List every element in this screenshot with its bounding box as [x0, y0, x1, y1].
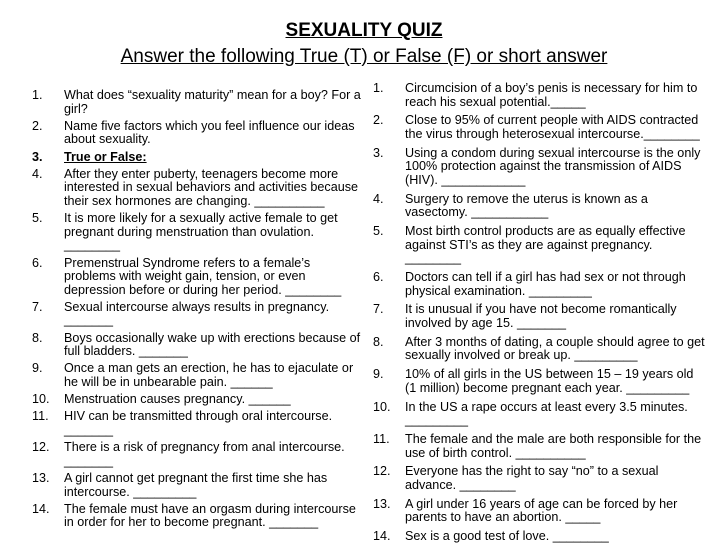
question-number: 5. [373, 224, 384, 239]
question-number: 9. [32, 361, 43, 376]
question-number: 3. [32, 149, 43, 164]
question-number: 8. [373, 334, 384, 349]
question-item [373, 530, 708, 544]
question-number: 1. [373, 81, 384, 95]
question-item [32, 410, 362, 437]
question-text: Once a man gets an erection, he has to ejaculate or he will be in unbearable pain. ______ [64, 361, 354, 390]
question-text: The female must have an orgasm during intercourse in order for her to become pregnant. _______ [64, 501, 356, 530]
question-text: 10% of all girls in the US between 15 – 19 years old (1 million) become pregnant each year. _________ [405, 367, 694, 395]
question-text: Close to 95% of current people with AIDS contracted the virus through heterosexual intercourse.________ [405, 113, 700, 141]
question-text: Using a condom during sexual intercourse is the only 100% protection against the transmission of AIDS (HIV). ____________ [405, 145, 701, 187]
question-text: Most birth control products are as equally effective against STI’s as they are against pregnancy. ________ [405, 224, 686, 266]
question-item [373, 465, 708, 492]
question-item [373, 498, 708, 525]
question-number: 13. [373, 496, 391, 511]
section-heading-item [32, 151, 362, 165]
question-text: The female and the male are both responsible for the use of birth control. __________ [405, 431, 702, 460]
quiz-title: SEXUALITY QUIZ [285, 20, 443, 41]
question-number: 1. [32, 88, 43, 102]
question-text: Surgery to remove the uterus is known as a vasectomy. ___________ [405, 191, 648, 220]
left-question-list [32, 89, 362, 534]
question-text: Sexual intercourse always results in pregnancy. _______ [64, 299, 330, 328]
question-number: 4. [32, 166, 43, 181]
question-item [373, 368, 708, 395]
question-text: In the US a rape occurs at least every 3.5 minutes. _________ [405, 399, 688, 428]
quiz-instructions: Answer the following True (T) or False (F) or short answer [120, 46, 608, 67]
question-item [32, 168, 362, 209]
question-text: There is a risk of pregnancy from anal intercourse. _______ [64, 440, 345, 468]
question-item [32, 362, 362, 389]
question-number: 5. [32, 211, 43, 226]
question-text: Name five factors which you feel influence our ideas about sexuality. [64, 118, 355, 147]
question-number: 8. [32, 330, 43, 345]
question-item [373, 401, 708, 428]
question-number: 2. [373, 113, 384, 128]
question-item [32, 441, 362, 468]
question-text: Premenstrual Syndrome refers to a female’s problems with weight gain, tension, or even depression before or during her period. ________ [64, 255, 342, 297]
question-item [373, 336, 708, 363]
question-text: HIV can be transmitted through oral intercourse. _______ [64, 409, 333, 437]
question-item [373, 147, 708, 188]
right-question-list [373, 82, 708, 549]
question-number: 14. [373, 529, 391, 544]
question-text: A girl under 16 years of age can be forced by her parents to have an abortion. _____ [405, 496, 678, 525]
question-item [32, 89, 362, 116]
question-number: 13. [32, 470, 50, 485]
question-item [373, 114, 708, 141]
question-number: 6. [373, 270, 384, 285]
question-text: It is more likely for a sexually active female to get pregnant during menstruation than ovulation. ________ [64, 211, 338, 253]
question-item [373, 193, 708, 220]
section-heading: True or False: [64, 149, 147, 164]
question-item [373, 82, 708, 109]
question-number: 14. [32, 501, 50, 516]
question-number: 11. [373, 431, 390, 446]
question-text: Sex is a good test of love. ________ [405, 529, 609, 544]
question-text: Menstruation causes pregnancy. ______ [64, 392, 291, 407]
question-item [32, 472, 362, 499]
question-text: It is unusual if you have not become romantically involved by age 15. _______ [405, 302, 677, 331]
question-number: 10. [32, 392, 50, 407]
question-item [32, 257, 362, 298]
question-number: 4. [373, 191, 384, 206]
question-text: Everyone has the right to say “no” to a sexual advance. ________ [405, 464, 659, 492]
question-number: 6. [32, 255, 43, 270]
question-number: 7. [32, 299, 43, 314]
question-number: 3. [373, 145, 384, 160]
question-item [32, 503, 362, 530]
question-item [32, 212, 362, 253]
question-text: What does “sexuality maturity” mean for a boy? For a girl? [64, 88, 361, 116]
question-item [373, 303, 708, 330]
question-item [32, 301, 362, 328]
question-number: 12. [373, 464, 391, 479]
question-number: 10. [373, 399, 391, 414]
question-item [373, 271, 708, 298]
question-item [32, 120, 362, 147]
question-text: After 3 months of dating, a couple should agree to get sexually involved or break up. _________ [405, 334, 705, 363]
question-number: 12. [32, 440, 50, 455]
question-number: 11. [32, 409, 49, 424]
question-number: 7. [373, 302, 384, 317]
question-text: A girl cannot get pregnant the first time she has intercourse. _________ [64, 470, 328, 499]
question-item [373, 433, 708, 460]
question-text: Doctors can tell if a girl has had sex or not through physical examination. _________ [405, 270, 686, 298]
question-number: 9. [373, 367, 384, 382]
question-item [32, 393, 362, 407]
question-item [32, 332, 362, 359]
question-text: Boys occasionally wake up with erections because of full bladders. _______ [64, 330, 361, 359]
question-text: Circumcision of a boy’s penis is necessary for him to reach his sexual potential._____ [405, 81, 698, 109]
question-number: 2. [32, 118, 43, 133]
question-item [373, 225, 708, 266]
question-text: After they enter puberty, teenagers become more interested in sexual behaviors and activities because their sex hormones are changing. __________ [64, 166, 359, 208]
